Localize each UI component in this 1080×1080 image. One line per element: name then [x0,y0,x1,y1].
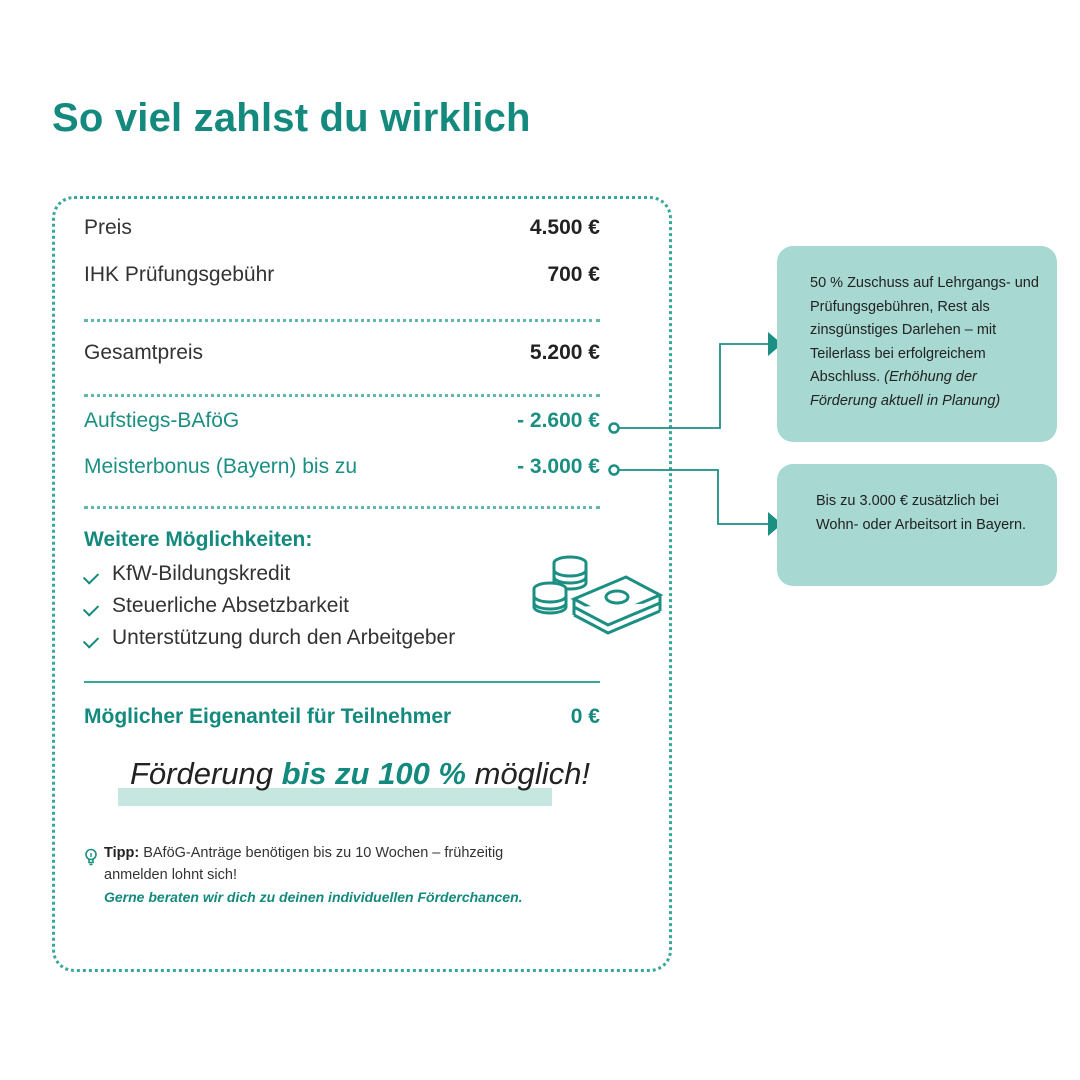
page-title: So viel zahlst du wirklich [52,96,531,140]
callout-bafoeg: 50 % Zuschuss auf Lehrgangs- und Prüfungsgebühren, Rest als zinsgünstiges Darlehen – mit Teilerlass bei erfolgreichem Abschluss. (Erhöhung der Förderung aktuell in Planung) [777,246,1057,442]
eigenanteil-value: 0 € [570,705,600,728]
funding-label: Aufstiegs-BAföG [84,409,240,432]
callout-meisterbonus: Bis zu 3.000 € zusätzlich bei Wohn- oder Arbeitsort in Bayern. [777,464,1057,586]
list-item: KfW-Bildungskredit [84,558,455,590]
cost-value: 4.500 € [529,216,600,239]
total-label: Gesamtpreis [84,341,204,364]
funding-value: - 2.600 € [517,409,600,432]
funding-label: Meisterbonus (Bayern) bis zu [84,455,358,478]
cost-value: 700 € [547,263,600,286]
eigenanteil-label: Möglicher Eigenanteil für Teilnehmer [84,705,452,728]
cost-label: Preis [84,216,132,239]
tip-cta: Gerne beraten wir dich zu deinen individuellen Förderchancen. [104,889,523,905]
tip-text: Tipp: BAföG-Anträge benötigen bis zu 10 Wochen – frühzeitig anmelden lohnt sich! Gerne beraten wir dich zu deinen individuellen Förderchancen. [104,842,524,908]
list-item: Steuerliche Absetzbarkeit [84,590,455,622]
promo-headline: Förderung bis zu 100 % möglich! [130,756,591,791]
total-value: 5.200 € [529,341,600,364]
more-options-title: Weitere Möglichkeiten: [84,528,313,551]
list-item: Unterstützung durch den Arbeitgeber [84,622,455,654]
callout-note: (Erhöhung der Förderung aktuell in Planung) [810,369,1001,409]
funding-value: - 3.000 € [517,455,600,478]
cost-label: IHK Prüfungsgebühr [84,263,275,286]
